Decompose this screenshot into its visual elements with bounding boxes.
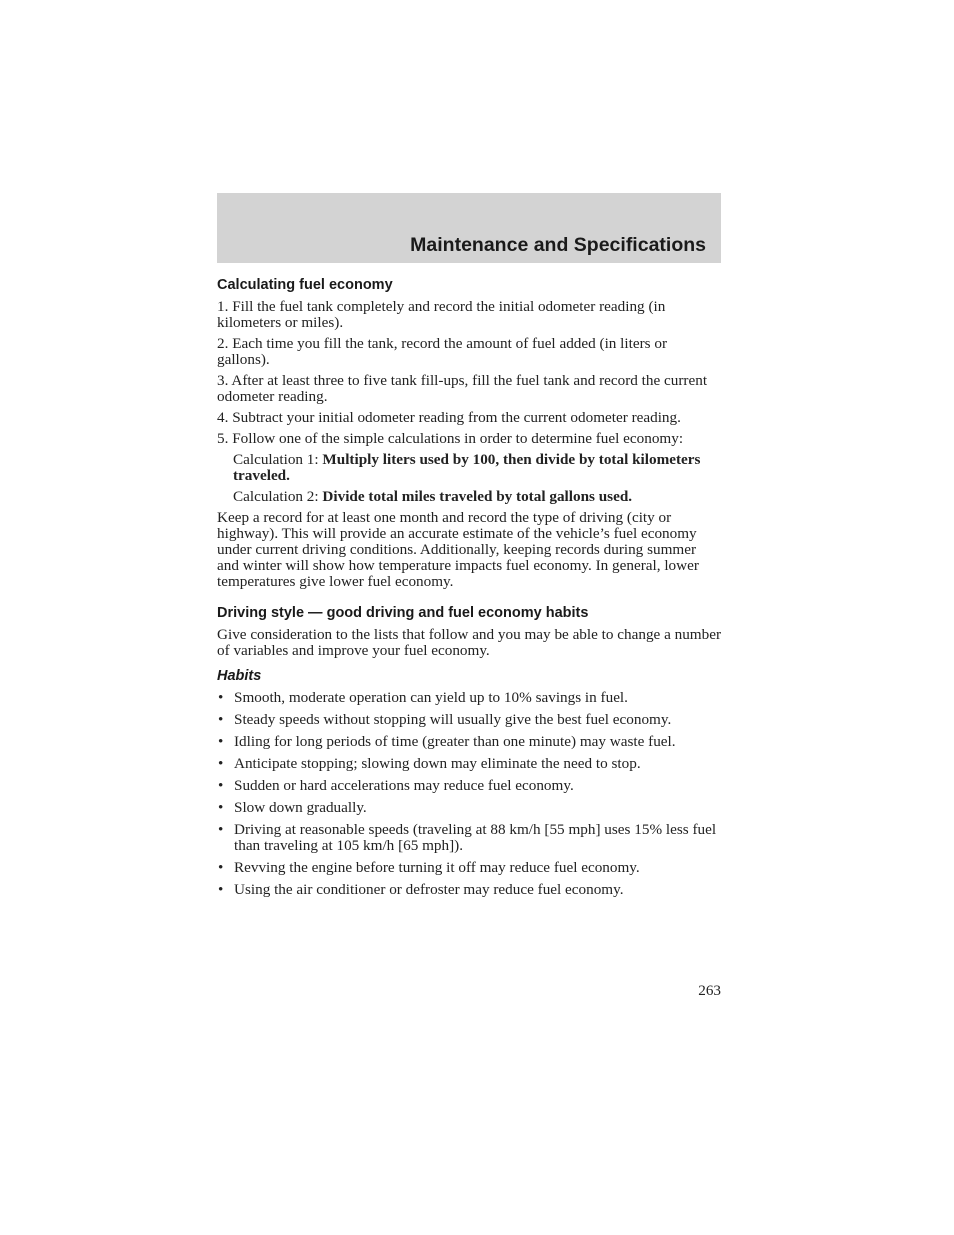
bullet-icon: • <box>218 821 224 838</box>
bullet-icon: • <box>218 711 224 728</box>
step-4: 4. Subtract your initial odometer reading from the current odometer reading. <box>217 409 681 426</box>
calculation-1-text: Multiply liters used by 100, then divide by total kilometers traveled. <box>233 451 701 484</box>
step-1: 1. Fill the fuel tank completely and record the initial odometer reading (in kilometers or miles). <box>217 298 666 331</box>
subheading-habits: Habits <box>217 668 262 684</box>
list-item: • Driving at reasonable speeds (traveling at 88 km/h [55 mph] uses 15% less fuel than traveling at 105 km/h [65 mph]). <box>218 821 717 854</box>
list-item: • Steady speeds without stopping will usually give the best fuel economy. <box>218 711 672 728</box>
list-item: • Revving the engine before turning it off may reduce fuel economy. <box>218 859 640 876</box>
list-item: • Sudden or hard accelerations may reduce fuel economy. <box>218 777 574 794</box>
bullet-icon: • <box>218 799 224 816</box>
bullet-icon: • <box>218 859 224 876</box>
list-item: • Using the air conditioner or defroster may reduce fuel economy. <box>218 881 624 898</box>
list-item: • Smooth, moderate operation can yield up to 10% savings in fuel. <box>218 689 628 706</box>
calculation-1 <box>233 452 721 484</box>
section-heading-driving-style: Driving style — good driving and fuel economy habits <box>217 605 589 621</box>
page-content <box>217 276 721 904</box>
step-3: 3. After at least three to five tank fill-ups, fill the fuel tank and record the current odometer reading. <box>217 372 708 405</box>
bullet-icon: • <box>218 733 224 750</box>
calculation-2-label: Calculation 2: <box>233 488 323 505</box>
bullet-icon: • <box>218 689 224 706</box>
section-header-band <box>217 193 721 263</box>
page-number: 263 <box>698 982 721 999</box>
habits-list <box>217 690 721 898</box>
driving-style-intro: Give consideration to the lists that follow and you may be able to change a number of variables and improve your fuel economy. <box>217 626 722 659</box>
step-5: 5. Follow one of the simple calculations in order to determine fuel economy: <box>217 430 684 447</box>
page-title: Maintenance and Specifications <box>410 234 706 256</box>
bullet-icon: • <box>218 881 224 898</box>
calculation-1-label: Calculation 1: <box>233 451 323 468</box>
list-item: • Anticipate stopping; slowing down may eliminate the need to stop. <box>218 755 641 772</box>
calculation-2-text: Divide total miles traveled by total gallons used. <box>322 488 633 505</box>
step-2: 2. Each time you fill the tank, record the amount of fuel added (in liters or gallons). <box>217 335 667 368</box>
list-item: • Idling for long periods of time (greater than one minute) may waste fuel. <box>218 733 676 750</box>
list-item: • Slow down gradually. <box>218 799 367 816</box>
bullet-icon: • <box>218 755 224 772</box>
bullet-icon: • <box>218 777 224 794</box>
section-heading-fuel-economy: Calculating fuel economy <box>217 277 393 293</box>
record-keeping-paragraph: Keep a record for at least one month and record the type of driving (city or highway). This will provide an accurate estimate of the vehicle’s fuel economy under current driving conditions. Additionally, keeping records during summer and winter will show how temperature impacts fuel economy. In general, lower temperatures give lower fuel economy. <box>217 509 699 590</box>
calculation-2 <box>233 489 721 505</box>
